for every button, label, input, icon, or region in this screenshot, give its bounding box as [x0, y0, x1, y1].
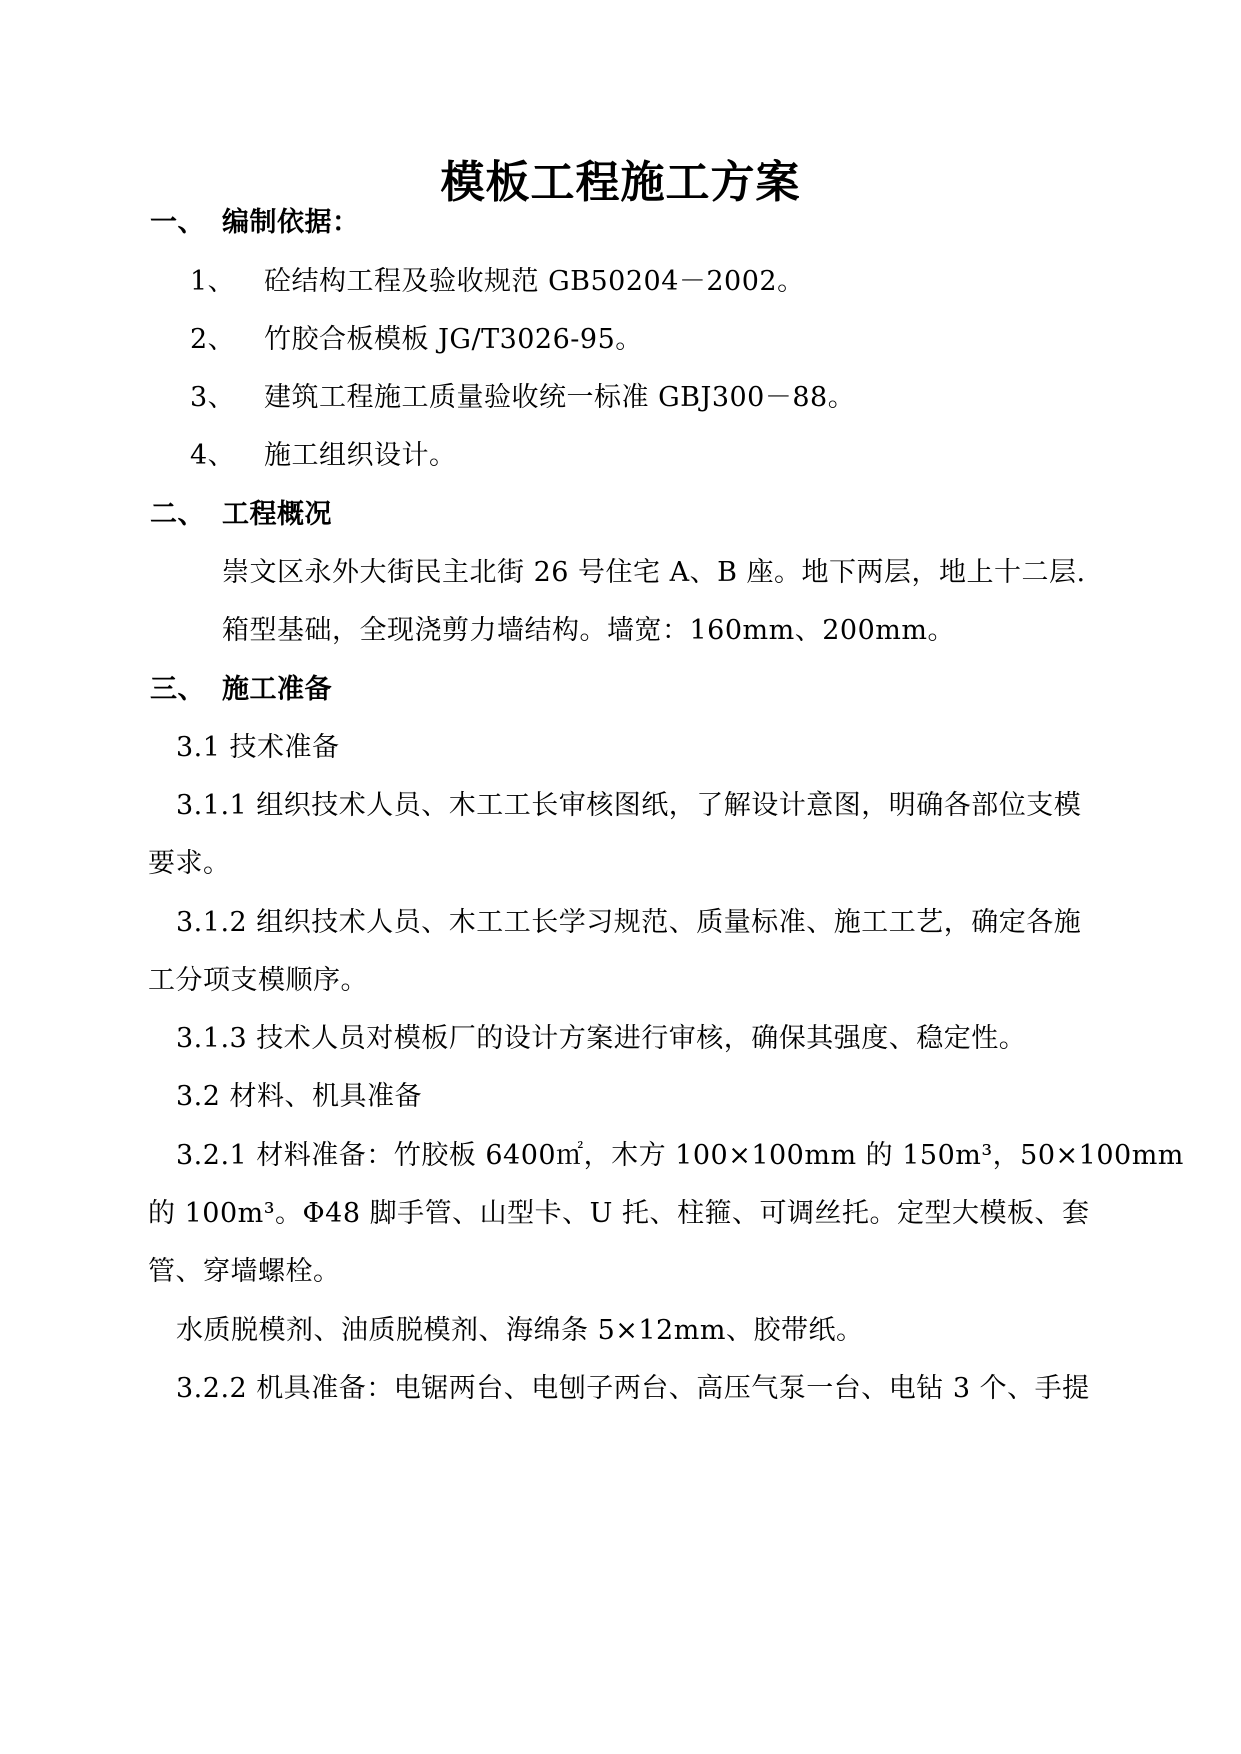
section-1-item-2-text: 竹胶合板模板 JG/T3026-95。: [264, 324, 643, 355]
section-3-heading: 施工准备: [222, 674, 332, 705]
subsection-3-1-heading: 3.1 技术准备: [176, 732, 340, 763]
section-3-number: 三、: [150, 674, 205, 705]
paragraph-3-2-1-line-2: 的 100m³。Φ48 脚手管、山型卡、U 托、柱箍、可调丝托。定型大模板、套: [148, 1198, 1090, 1229]
section-2-paragraph-line-1: 崇文区永外大街民主北街 26 号住宅 A、B 座。地下两层，地上十二层.: [222, 557, 1086, 588]
paragraph-materials-line: 水质脱模剂、油质脱模剂、海绵条 5×12mm、胶带纸。: [176, 1315, 864, 1346]
section-2-number: 二、: [150, 499, 205, 530]
section-1-item-1-text: 砼结构工程及验收规范 GB50204－2002。: [264, 266, 805, 297]
section-1-item-3-number: 3、: [190, 382, 236, 413]
section-1-number: 一、: [150, 207, 205, 238]
paragraph-3-1-1-line-2: 要求。: [148, 848, 231, 879]
paragraph-3-1-2-line-1: 3.1.2 组织技术人员、木工工长学习规范、质量标准、施工工艺，确定各施: [176, 907, 1082, 938]
paragraph-3-1-2-line-2: 工分项支模顺序。: [148, 965, 368, 996]
paragraph-3-2-1-line-3: 管、穿墙螺栓。: [148, 1256, 341, 1287]
section-1-heading: 编制依据：: [222, 207, 360, 238]
paragraph-3-2-2-line-1: 3.2.2 机具准备：电锯两台、电刨子两台、高压气泵一台、电钻 3 个、手提: [176, 1373, 1090, 1404]
section-1-item-4-number: 4、: [190, 440, 236, 471]
section-1-item-1-number: 1、: [190, 266, 236, 297]
subsection-3-2-heading: 3.2 材料、机具准备: [176, 1081, 423, 1112]
document-title: 模板工程施工方案: [440, 157, 801, 208]
section-2-heading: 工程概况: [222, 499, 332, 530]
section-2-paragraph-line-2: 箱型基础，全现浇剪力墙结构。墙宽：160mm、200mm。: [222, 615, 955, 646]
paragraph-3-2-1-line-1: 3.2.1 材料准备：竹胶板 6400㎡，木方 100×100mm 的 150m³，50×100mm: [176, 1140, 1184, 1171]
section-1-item-3-text: 建筑工程施工质量验收统一标准 GBJ300－88。: [264, 382, 856, 413]
section-1-item-2-number: 2、: [190, 324, 236, 355]
paragraph-3-1-3: 3.1.3 技术人员对模板厂的设计方案进行审核，确保其强度、稳定性。: [176, 1023, 1027, 1054]
paragraph-3-1-1-line-1: 3.1.1 组织技术人员、木工工长审核图纸，了解设计意图，明确各部位支模: [176, 790, 1082, 821]
section-1-item-4-text: 施工组织设计。: [264, 440, 457, 471]
